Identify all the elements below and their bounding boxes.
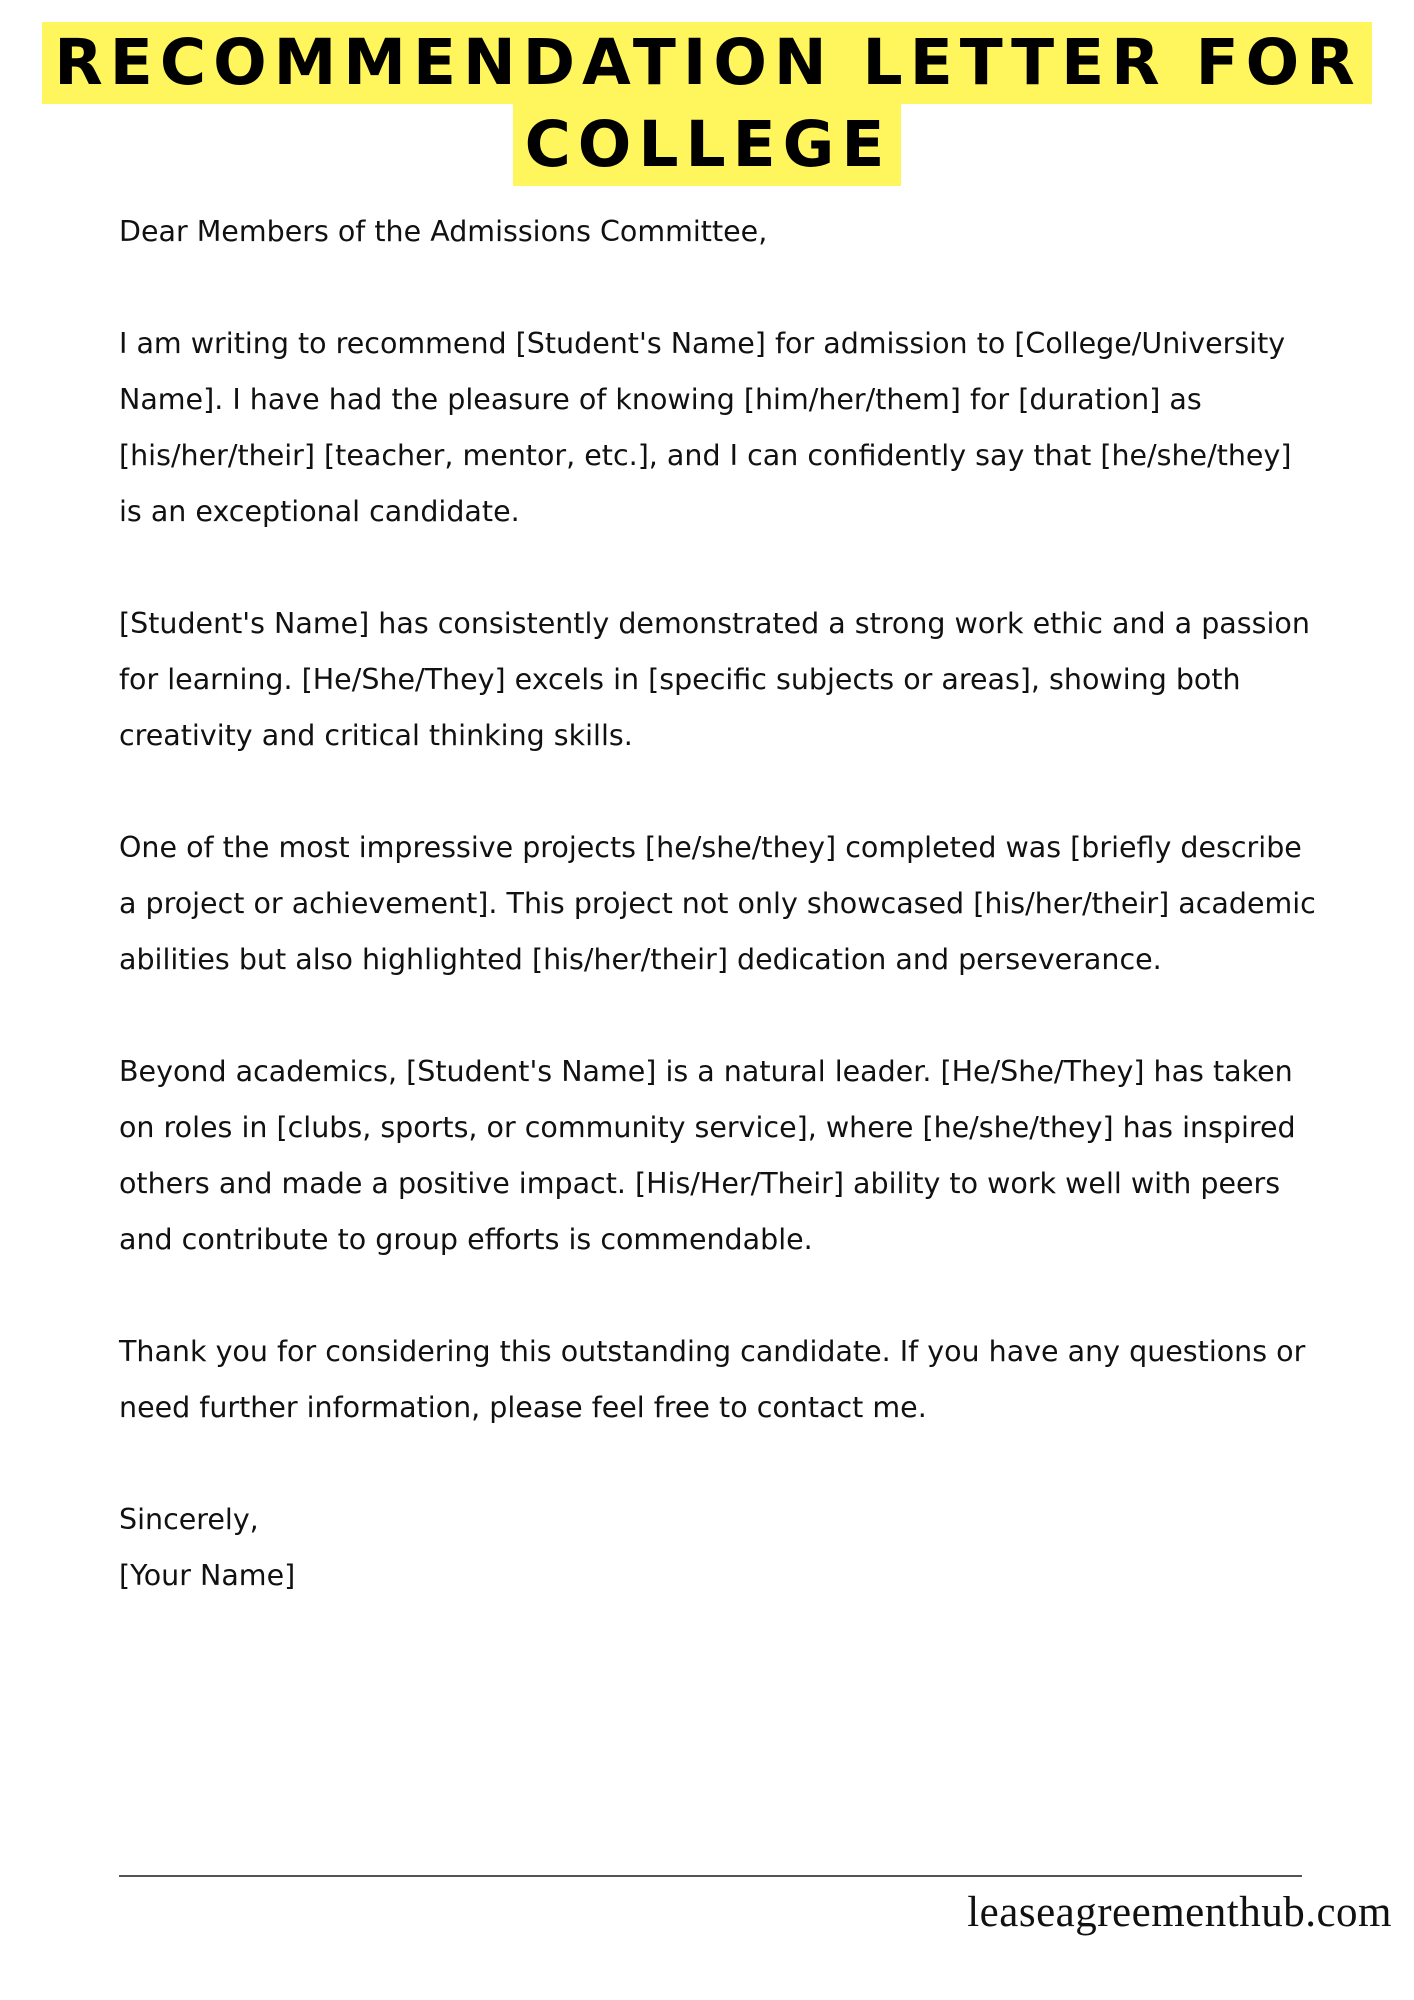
paragraph-leadership: Beyond academics, [Student's Name] is a natural leader. [He/She/They] has taken on roles in [clubs, sports, or community service], where [he/she/they] has inspired others and made a positive impact. [His/Her/Their] ability to work well with peers and contribute to group efforts is commendable. — [119, 1055, 1296, 1256]
title-line-2: COLLEGE — [513, 104, 902, 186]
footer-divider — [119, 1875, 1302, 1877]
salutation: Dear Members of the Admissions Committee, — [119, 215, 768, 248]
title-line-1: RECOMMENDATION LETTER FOR — [42, 22, 1371, 104]
paragraph-thanks: Thank you for considering this outstanding candidate. If you have any questions or need further information, please feel free to contact me. — [119, 1335, 1306, 1424]
page-title — [0, 22, 1414, 186]
website-label: leaseagreementhub.com — [967, 1889, 1392, 1936]
closing: Sincerely, — [119, 1503, 259, 1536]
paragraph-project: One of the most impressive projects [he/she/they] completed was [briefly describe a project or achievement]. This project not only showcased [his/her/their] academic abilities but also highlighted [his/her/their] dedication and perseverance. — [119, 831, 1316, 976]
paragraph-work-ethic: [Student's Name] has consistently demonstrated a strong work ethic and a passion for learning. [He/She/They] excels in [specific subjects or areas], showing both creativity and critical thinking skills. — [119, 607, 1310, 752]
signature: [Your Name] — [119, 1559, 296, 1592]
paragraph-intro: I am writing to recommend [Student's Name] for admission to [College/University Name]. I have had the pleasure of knowing [him/her/them] for [duration] as [his/her/their] [teacher, mentor, etc.], and I can confidently say that [he/she/they] is an exceptional candidate. — [119, 327, 1292, 528]
letter-body — [119, 204, 1319, 1604]
